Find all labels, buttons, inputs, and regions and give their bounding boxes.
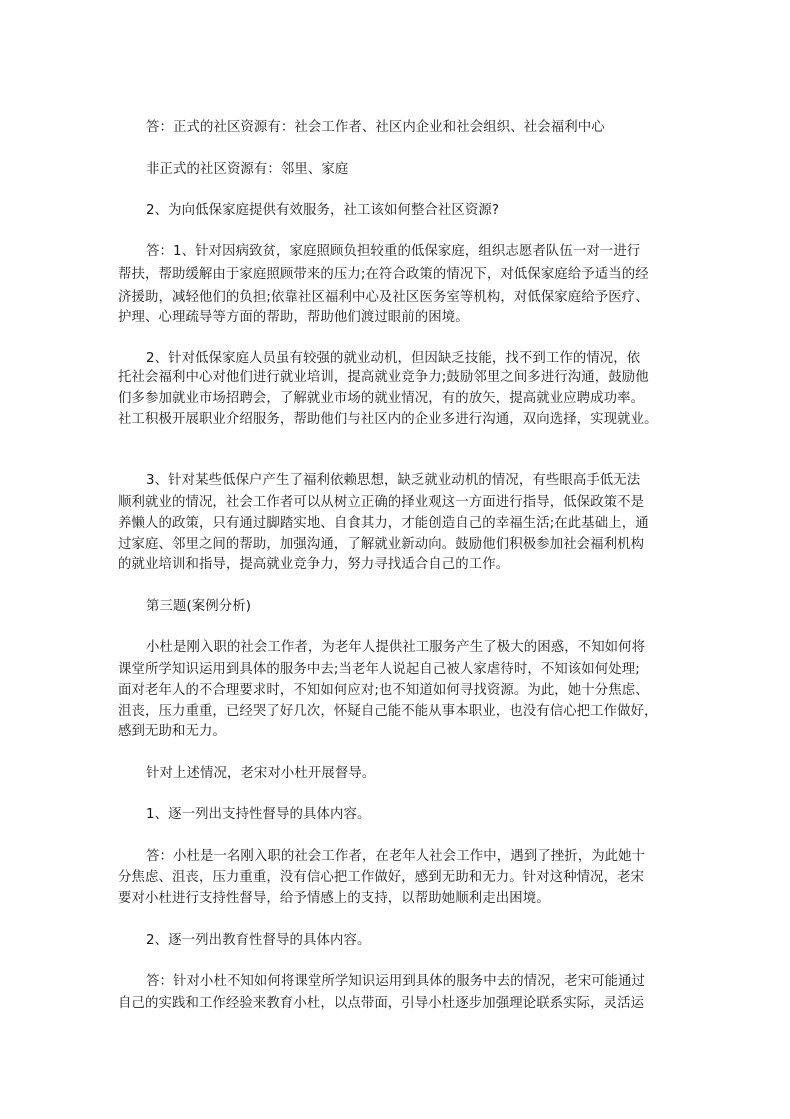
text-line: 的就业培训和指导，提高就业竞争力，努力寻找适合自己的工作。: [118, 557, 510, 572]
text-line: 自己的实践和工作经验来教育小杜，以点带面，引导小杜逐步加强理论联系实际，灵活运: [118, 996, 645, 1011]
text-line: 们多参加就业市场招聘会，了解就业市场的就业情况，有的放矢，提高就业应聘成功率。: [118, 391, 645, 406]
section-heading: 第三题(案例分析): [146, 599, 252, 614]
text-line: 托社会福利中心对他们进行就业培训，提高就业竞争力;鼓励邻里之间多进行沟通，鼓励他: [118, 370, 649, 385]
text-line: 感到无助和无力。: [118, 724, 226, 739]
text-line: 课堂所学知识运用到具体的服务中去;当老年人说起自己被人家虐待时，不知该如何处理;: [118, 662, 640, 677]
text-line: 面对老年人的不合理要求时，不知如何应对;也不知道如何寻找资源。为此，她十分焦虑、: [118, 683, 649, 698]
text-line: 社工积极开展职业介绍服务，帮助他们与社区内的企业多进行沟通，双向选择，实现就业。: [118, 412, 658, 427]
text-line: 针对上述情况，老宋对小杜开展督导。: [146, 766, 376, 781]
text-line: 过家庭、邻里之间的帮助，加强沟通，了解就业新动向。鼓励他们积极参加社会福利机构: [118, 537, 645, 552]
text-line: 答：1、针对因病致贫，家庭照顾负担较重的低保家庭，组织志愿者队伍一对一进行: [146, 244, 641, 259]
text-line: 答：小杜是一名刚入职的社会工作者，在老年人社会工作中，遇到了挫折，为此她十: [146, 849, 646, 864]
text-line: 沮丧，压力重重，已经哭了好几次，怀疑自己能不能从事本职业，也没有信心把工作做好，: [118, 704, 658, 719]
text-line: 2、针对低保家庭人员虽有较强的就业动机，但因缺乏技能，找不到工作的情况，依: [146, 351, 641, 366]
text-line: 帮扶，帮助缓解由于家庭照顾带来的压力;在符合政策的情况下，对低保家庭给予适当的经: [118, 267, 649, 282]
text-line: 要对小杜进行支持性督导，给予情感上的支持，以帮助她顺利走出困境。: [118, 891, 550, 906]
text-line: 2、为向低保家庭提供有效服务，社工该如何整合社区资源?: [146, 203, 500, 218]
text-line: 非正式的社区资源有：邻里、家庭: [146, 162, 349, 177]
text-line: 答：针对小杜不知如何将课堂所学知识运用到具体的服务中去的情况，老宋可能通过: [146, 974, 646, 989]
text-line: 顺利就业的情况，社会工作者可以从树立正确的择业观这一方面进行指导，低保政策不是: [118, 495, 645, 510]
text-line: 济援助，减轻他们的负担;依靠社区福利中心及社区医务室等机构，对低保家庭给予医疗、: [118, 290, 649, 305]
text-line: 答：正式的社区资源有：社会工作者、社区内企业和社会组织、社会福利中心: [146, 120, 605, 135]
text-line: 3、针对某些低保户产生了福利依赖思想，缺乏就业动机的情况，有些眼高手低无法: [146, 473, 641, 488]
text-line: 分焦虑、沮丧，压力重重，没有信心把工作做好，感到无助和无力。针对这种情况，老宋: [118, 870, 645, 885]
text-line: 护理、心理疏导等方面的帮助，帮助他们渡过眼前的困境。: [118, 310, 469, 325]
text-line: 小杜是刚入职的社会工作者，为老年人提供社工服务产生了极大的困惑，不知如何将: [146, 640, 646, 655]
question-heading: 1、逐一列出支持性督导的具体内容。: [146, 807, 371, 822]
question-heading: 2、逐一列出教育性督导的具体内容。: [146, 933, 371, 948]
text-line: 养懒人的政策，只有通过脚踏实地、自食其力，才能创造自己的幸福生活;在此基础上，通: [118, 516, 649, 531]
